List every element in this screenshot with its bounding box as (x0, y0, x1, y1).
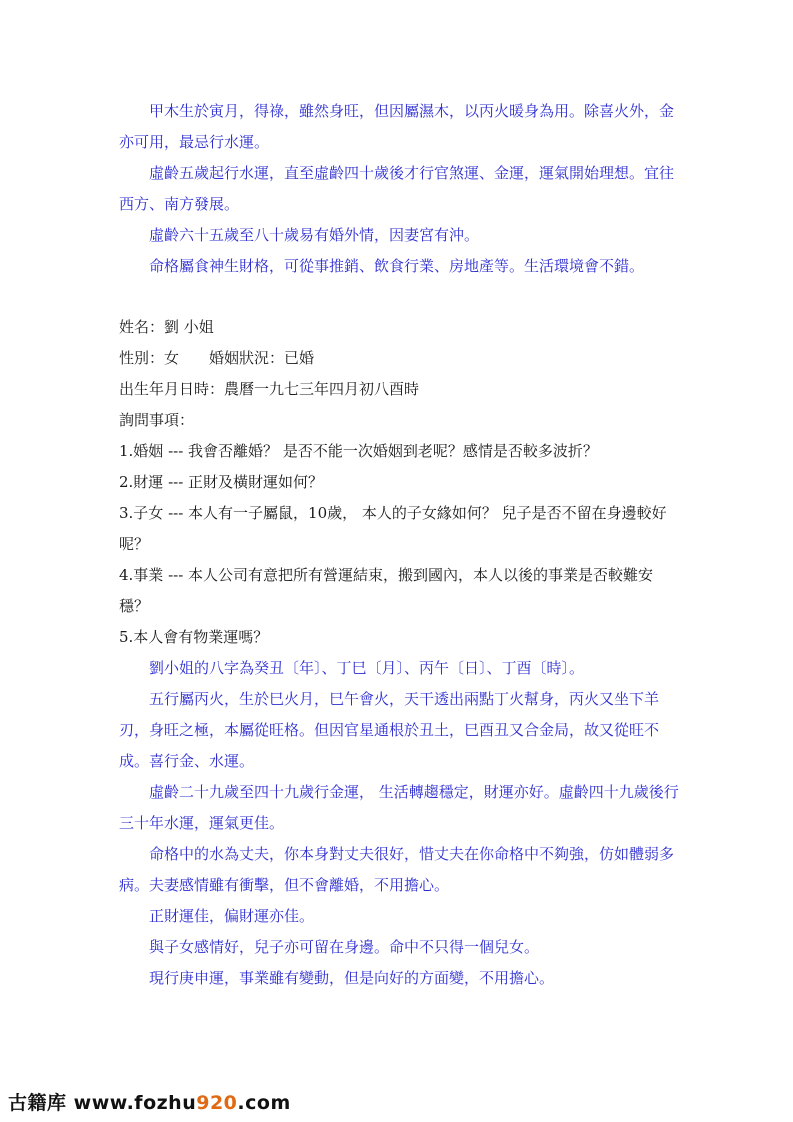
questions-heading: 詢問事項： (119, 411, 195, 429)
document-body (119, 96, 679, 994)
client-info-section (119, 312, 679, 653)
site-domain-link[interactable] (74, 1092, 291, 1114)
analysis-paragraph: 與子女感情好，兒子亦可留在身邊。命中不只得一個兒女。 (149, 938, 540, 956)
site-watermark-footer (8, 1088, 291, 1115)
client-name-line: 姓名：劉 小姐 (119, 318, 214, 336)
client-birth-line: 出生年月日時：農曆一九七三年四月初八酉時 (119, 380, 420, 398)
question-item: 1.婚姻 --- 我會否離婚？ 是否不能一次婚姻到老呢？感情是否較多波折？ (119, 442, 598, 460)
domain-suffix: .com (237, 1092, 291, 1114)
section-spacer (119, 282, 679, 312)
analysis-paragraph: 劉小姐的八字為癸丑〔年〕、丁巳〔月〕、丙午〔日〕、丁酉〔時〕。 (149, 659, 585, 677)
analysis-section-2 (119, 653, 679, 994)
domain-prefix: www.fozhu (73, 1092, 197, 1114)
analysis-paragraph: 命格屬食神生財格，可從事推銷、飲食行業、房地產等。生活環境會不錯。 (149, 257, 645, 275)
analysis-paragraph: 正財運佳，偏財運亦佳。 (149, 907, 315, 925)
analysis-paragraph: 虛齡六十五歲至八十歲易有婚外情，因妻宮有沖。 (149, 226, 480, 244)
analysis-paragraph: 虛齡五歲起行水運，直至虛齡四十歲後才行官煞運、金運，運氣開始理想。宜往西方、南方發展。 (119, 164, 675, 213)
question-item: 2.財運 --- 正財及橫財運如何？ (119, 473, 324, 491)
client-gender-marital-line: 性別：女 婚姻狀況：已婚 (119, 349, 315, 367)
analysis-paragraph: 現行庚申運，事業雖有變動，但是向好的方面變，不用擔心。 (149, 969, 555, 987)
question-item: 3.子女 --- 本人有一子屬鼠，10歲， 本人的子女緣如何？ 兒子是否不留在身邊較好呢？ (119, 504, 667, 553)
analysis-paragraph: 五行屬丙火，生於巳火月，巳午會火，天干透出兩點丁火幫身，丙火又坐下羊刃，身旺之極，本屬從旺格。但因官星通根於丑土，巳酉丑又合金局，故又從旺不成。喜行金、水運。 (119, 690, 660, 770)
analysis-paragraph: 甲木生於寅月，得祿，雖然身旺，但因屬濕木，以丙火暖身為用。除喜火外，金亦可用，最忌行水運。 (119, 102, 675, 151)
analysis-paragraph: 命格中的水為丈夫，你本身對丈夫很好，惜丈夫在你命格中不夠強，仿如體弱多病。夫妻感情雖有衝擊，但不會離婚，不用擔心。 (119, 845, 675, 894)
analysis-section-1 (119, 96, 679, 282)
analysis-paragraph: 虛齡二十九歲至四十九歲行金運， 生活轉趨穩定，財運亦好。虛齡四十九歲後行三十年水運，運氣更佳。 (119, 783, 679, 832)
question-item: 5.本人會有物業運嗎？ (119, 628, 269, 646)
domain-number: 920 (196, 1092, 238, 1114)
question-item: 4.事業 --- 本人公司有意把所有營運結束，搬到國內，本人以後的事業是否較難安穩？ (119, 566, 654, 615)
site-name: 古籍库 (8, 1092, 67, 1114)
